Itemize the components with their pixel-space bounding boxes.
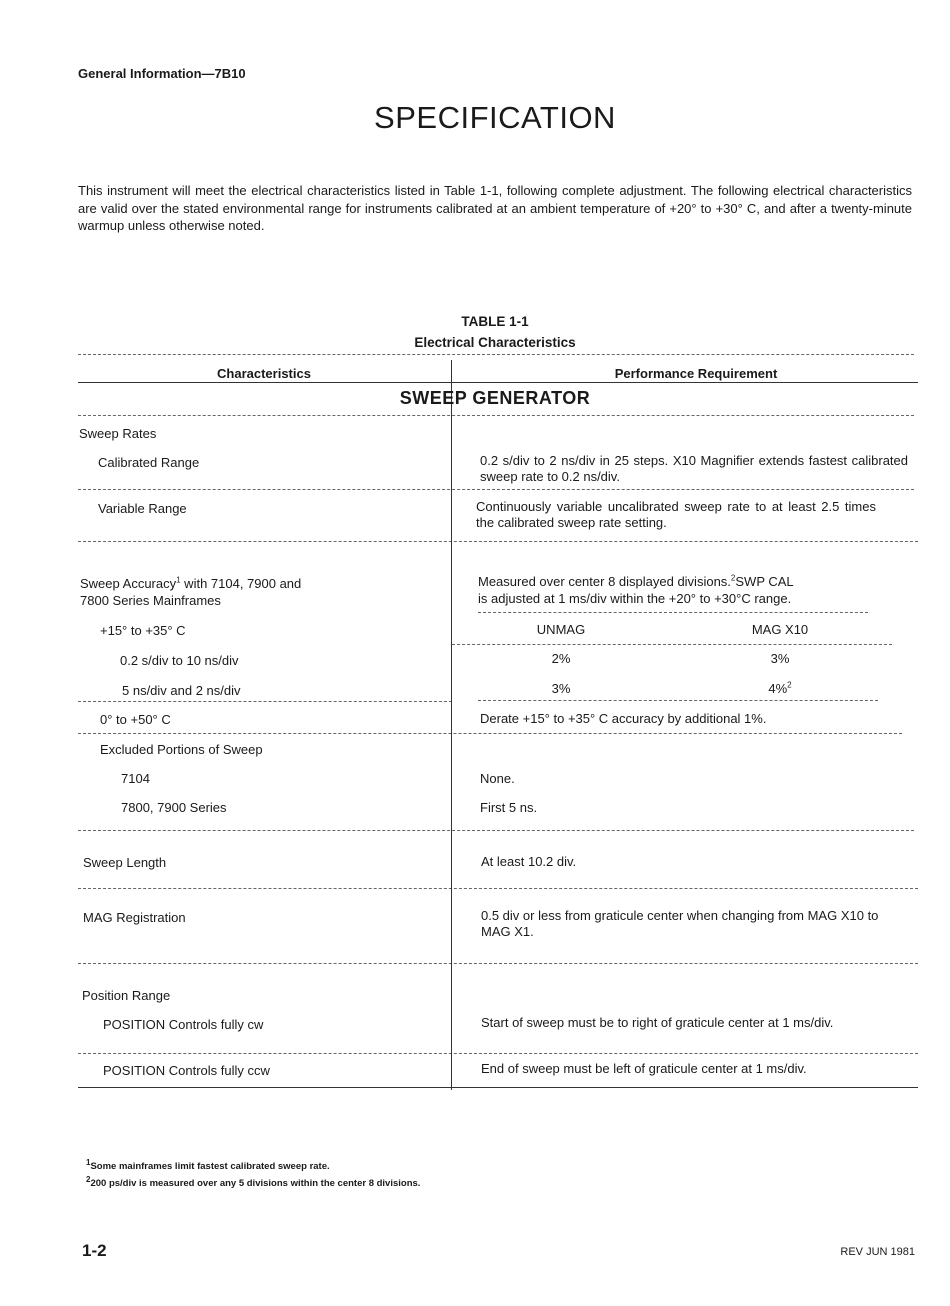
footnote: $^1$Some mainframes limit fastest calibrated sweep rate. — [86, 1157, 330, 1172]
row-label: 0° to +50° C — [100, 712, 171, 727]
value-mag: 4%$^2$ — [768, 680, 792, 696]
row-label: POSITION Controls fully ccw — [103, 1063, 270, 1078]
column-unmag: UNMAG — [536, 622, 586, 637]
page-title: SPECIFICATION — [374, 100, 616, 135]
row-requirement: None. — [480, 771, 515, 786]
table-column-divider — [451, 360, 452, 1090]
row-requirement: At least 10.2 div. — [481, 854, 577, 869]
row-requirement: Continuously variable uncalibrated sweep rate to at least 2.5 times the calibrated sweep rate setting. — [476, 499, 876, 530]
value-unmag: 2% — [551, 651, 571, 666]
row-requirement: Derate +15° to +35° C accuracy by additional 1%. — [480, 711, 767, 726]
table-rule — [78, 1053, 918, 1054]
row-label: 0.2 s/div to 10 ns/div — [120, 653, 239, 668]
row-label: POSITION Controls fully cw — [103, 1017, 264, 1032]
row-label: Calibrated Range — [98, 455, 200, 470]
table-rule — [478, 700, 878, 701]
table-rule — [78, 541, 918, 542]
row-label: Variable Range — [98, 501, 187, 516]
table-rule-bottom — [78, 1087, 918, 1088]
table-rule — [78, 701, 452, 702]
revision-date: REV JUN 1981 — [840, 1246, 915, 1258]
value-mag: 3% — [770, 651, 790, 666]
table-rule-header — [78, 382, 918, 383]
row-label: 7104 — [121, 771, 150, 786]
row-requirement: First 5 ns. — [480, 800, 538, 815]
table-rule — [478, 612, 868, 613]
row-label: Sweep Rates — [79, 426, 157, 441]
table-rule — [78, 963, 918, 964]
table-title: Electrical Characteristics — [414, 335, 576, 350]
row-label: Position Range — [82, 988, 171, 1003]
row-label: 7800, 7900 Series — [121, 800, 227, 815]
row-label: +15° to +35° C — [100, 623, 186, 638]
column-header-characteristics: Characteristics — [217, 366, 311, 381]
row-label: 5 ns/div and 2 ns/div — [122, 683, 241, 698]
footnote: $^2$200 ps/div is measured over any 5 divisions within the center 8 divisions. — [86, 1174, 421, 1189]
table-rule — [78, 733, 902, 734]
intro-paragraph: This instrument will meet the electrical characteristics listed in Table 1-1, following complete adjustment. The following electrical characteristics are valid over the stated environmental range for instruments calibrated at an ambient temperature of +20° to +30° C, and after a twenty-minute warmup unless otherwise noted. — [78, 183, 912, 233]
table-rule — [78, 489, 914, 490]
row-requirement: 0.5 div or less from graticule center when changing from MAG X10 to MAG X1. — [481, 908, 879, 939]
table-rule — [78, 888, 918, 889]
table-rule-section — [78, 415, 914, 416]
row-requirement: Measured over center 8 displayed divisions.$^2$SWP CAL — [478, 573, 794, 589]
column-mag-x10: MAG X10 — [751, 622, 809, 637]
table-rule — [78, 830, 914, 831]
row-label: MAG Registration — [83, 910, 186, 925]
table-rule — [452, 644, 892, 645]
row-label: 7800 Series Mainframes — [80, 593, 221, 608]
row-label: Sweep Accuracy$^1$ with 7104, 7900 and — [80, 575, 302, 591]
page-number: 1-2 — [82, 1241, 107, 1260]
row-requirement: is adjusted at 1 ms/div within the +20° to +30°C range. — [478, 591, 792, 606]
row-label: Sweep Length — [83, 855, 167, 870]
running-head: General Information—7B10 — [78, 66, 246, 81]
row-requirement: Start of sweep must be to right of graticule center at 1 ms/div. — [481, 1015, 834, 1030]
row-label: Excluded Portions of Sweep — [100, 742, 263, 757]
table-number: TABLE 1-1 — [461, 314, 529, 329]
value-unmag: 3% — [551, 681, 571, 696]
section-heading: SWEEP GENERATOR — [399, 388, 591, 408]
table-rule-top — [78, 354, 914, 355]
column-header-performance: Performance Requirement — [614, 366, 778, 381]
row-requirement: 0.2 s/div to 2 ns/div in 25 steps. X10 Magnifier extends fastest calibrated sweep rate to 0.2 ns/div. — [480, 453, 908, 484]
row-requirement: End of sweep must be left of graticule center at 1 ms/div. — [481, 1061, 807, 1076]
